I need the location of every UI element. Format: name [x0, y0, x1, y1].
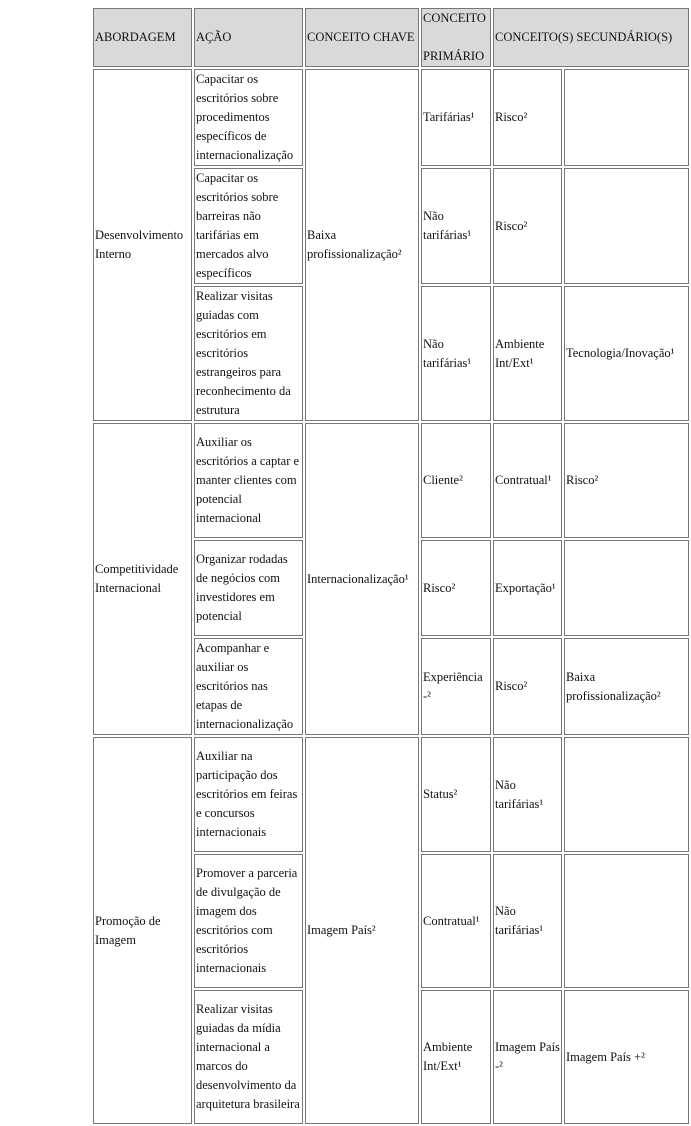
secundario-cell: Imagem País -²	[493, 990, 562, 1124]
secundario-cell	[564, 540, 689, 636]
acao-cell: Auxiliar os escritórios a captar e manter clientes com potencial internacional	[194, 423, 303, 538]
header-conceito-primario-line2: PRIMÁRIO	[423, 49, 485, 63]
secundario-cell: Baixa profissionalização²	[564, 638, 689, 735]
primario-cell: Status²	[421, 737, 491, 852]
table-row	[93, 69, 689, 166]
acao-cell: Realizar visitas guiadas da mídia internacional a marcos do desenvolvimento da arquitetura brasileira	[194, 990, 303, 1124]
secundario-cell: Contratual¹	[493, 423, 562, 538]
secundario-cell	[564, 737, 689, 852]
primario-cell: Não tarifárias¹	[421, 168, 491, 284]
conceito-chave-cell: Baixa profissionalização²	[305, 69, 419, 421]
acao-cell: Realizar visitas guiadas com escritórios em escritórios estrangeiros para reconhecimento da estrutura	[194, 286, 303, 421]
table-row	[93, 423, 689, 538]
acao-cell: Organizar rodadas de negócios com investidores em potencial	[194, 540, 303, 636]
secundario-cell: Exportação¹	[493, 540, 562, 636]
secundario-cell: Tecnologia/Inovação¹	[564, 286, 689, 421]
table-row	[93, 737, 689, 852]
header-acao: AÇÃO	[194, 8, 303, 67]
secundario-cell: Risco²	[493, 168, 562, 284]
acao-cell: Capacitar os escritórios sobre barreiras não tarifárias em mercados alvo específicos	[194, 168, 303, 284]
acao-cell: Promover a parceria de divulgação de imagem dos escritórios com escritórios internacionais	[194, 854, 303, 988]
header-conceitos-secundarios: CONCEITO(S) SECUNDÁRIO(S)	[493, 8, 689, 67]
abordagem-cell: Desenvolvimento Interno	[93, 69, 192, 421]
abordagem-cell: Competitividade Internacional	[93, 423, 192, 735]
secundario-cell	[564, 854, 689, 988]
primario-cell: Tarifárias¹	[421, 69, 491, 166]
secundario-cell: Risco²	[493, 69, 562, 166]
header-conceito-chave: CONCEITO CHAVE	[305, 8, 419, 67]
primario-cell: Cliente²	[421, 423, 491, 538]
header-conceito-primario-line1: CONCEITO	[423, 11, 486, 25]
header-abordagem: ABORDAGEM	[93, 8, 192, 67]
acao-cell: Auxiliar na participação dos escritórios em feiras e concursos internacionais	[194, 737, 303, 852]
acao-cell: Acompanhar e auxiliar os escritórios nas etapas de internacionalização	[194, 638, 303, 735]
secundario-cell	[564, 69, 689, 166]
secundario-cell: Risco²	[564, 423, 689, 538]
header-conceito-primario	[421, 8, 491, 67]
primario-cell: Não tarifárias¹	[421, 286, 491, 421]
conceito-chave-cell: Internacionalização¹	[305, 423, 419, 735]
secundario-cell: Ambiente Int/Ext¹	[493, 286, 562, 421]
primario-cell: Ambiente Int/Ext¹	[421, 990, 491, 1124]
secundario-cell: Não tarifárias¹	[493, 737, 562, 852]
secundario-cell	[564, 168, 689, 284]
secundario-cell: Não tarifárias¹	[493, 854, 562, 988]
conceito-chave-cell: Imagem País²	[305, 737, 419, 1124]
secundario-cell: Imagem País +²	[564, 990, 689, 1124]
abordagem-cell: Promoção de Imagem	[93, 737, 192, 1124]
secundario-cell: Risco²	[493, 638, 562, 735]
acao-cell: Capacitar os escritórios sobre procedimentos específicos de internacionalização	[194, 69, 303, 166]
primario-cell: Experiência -²	[421, 638, 491, 735]
header-row	[93, 8, 689, 67]
concepts-table	[91, 6, 691, 1126]
primario-cell: Contratual¹	[421, 854, 491, 988]
primario-cell: Risco²	[421, 540, 491, 636]
